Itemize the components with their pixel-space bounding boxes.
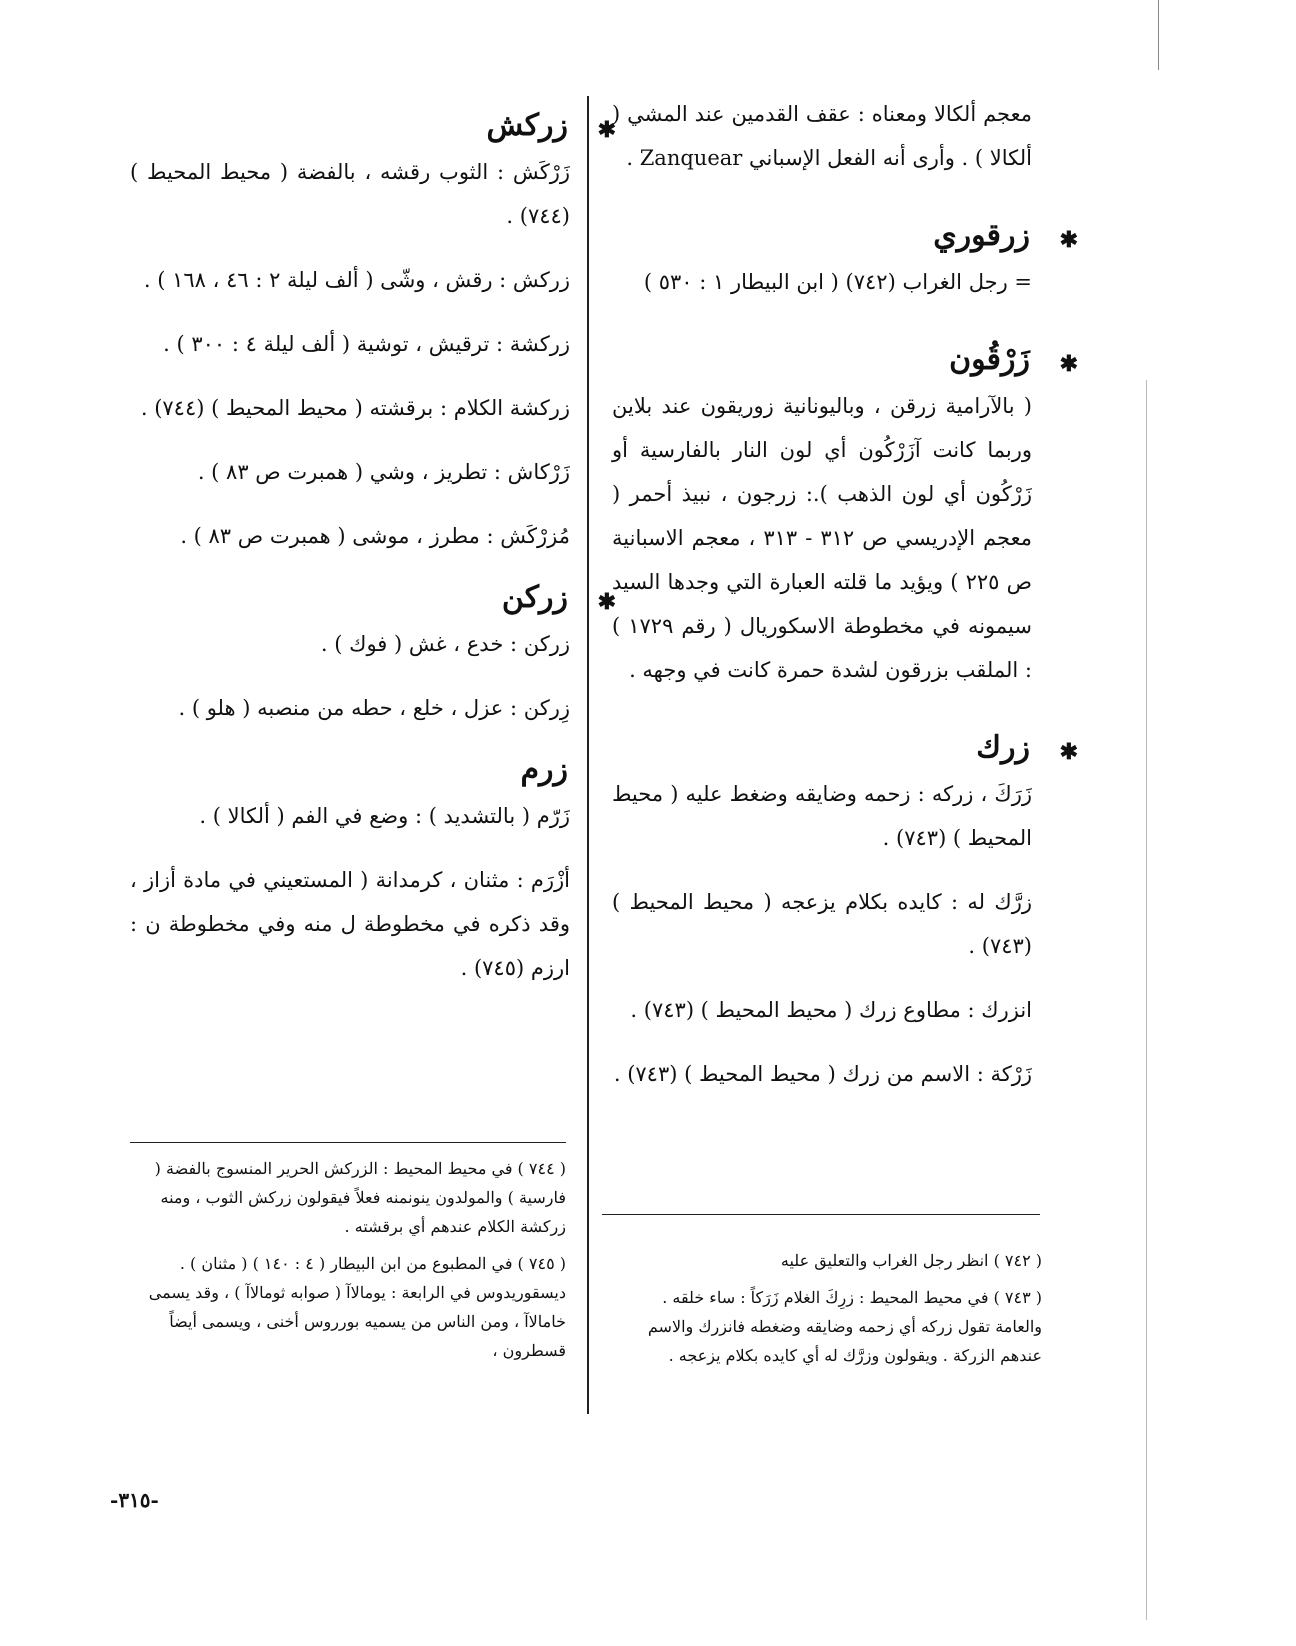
definition: مُزرْكَش : مطرز ، موشى ( همبرت ص ٨٣ ) .	[180, 524, 570, 548]
footnote-rule	[602, 1214, 1040, 1215]
star-icon: ✱	[1059, 739, 1078, 765]
footnote: ( ٧٤٣ ) في محيط المحيط : زرِكَ الغلام زَرَكاً : ساء خلقه . والعامة تقول زركه أي زحمه وضايقه وضغطه فانزرك والاسم عندهم الزركة . ويقولون وزرَّك له أي كايده بكلام يزعجه .	[647, 1288, 1042, 1365]
definition: زركشة : ترقيش ، توشية ( ألف ليلة ٤ : ٣٠٠ ) .	[163, 332, 570, 356]
definition: زَرّم ( بالتشديد ) : وضع في الفم ( ألكالا ) .	[199, 804, 570, 828]
footnote: ( ٧٤٥ ) في المطبوع من ابن البيطار ( ٤ : ١٤٠ ) ( مثنان ) . ديسقوريدوس في الرابعة : يومالاآ ( صوابه ثومالاآ ) ، وقد يسمى خامالاآ ، ومن الناس من يسميه بورروس أخنى ، ويسمى أيضاً قسطرون ،	[148, 1254, 566, 1360]
definition: زَرْكَش : الثوب رقشه ، بالفضة ( محيط المحيط ) (٧٤٤) .	[130, 160, 570, 228]
footnote: ( ٧٤٤ ) في محيط المحيط : الزركش الحرير المنسوج بالفضة ( فارسية ) والمولدون ينونمنه فعلاً فيقولون زركش الثوب ، ومنه زركشة الكلام عندهم أي برقشته .	[154, 1159, 566, 1236]
headword-text: زركش	[486, 108, 568, 143]
headword-text: زرقوري	[933, 218, 1030, 253]
definition: زركش : رقش ، وشّى ( ألف ليلة ٢ : ٤٦ ، ١٦٨ ) .	[143, 268, 570, 292]
left-column	[130, 106, 616, 1010]
scan-edge-line	[1158, 0, 1159, 70]
footnotes-right	[612, 1246, 1042, 1378]
definition: زِركن : عزل ، خلع ، حطه من منصبه ( هلو ) .	[178, 696, 570, 720]
footnote: ( ٧٤٢ ) انظر رجل الغراب والتعليق عليه	[780, 1251, 1042, 1270]
headword-text: زرك	[976, 730, 1030, 765]
intro-paragraph: معجم ألكالا ومعناه : عقف القدمين عند المشي ( ألكالا ) . وأرى أنه الفعل الإسباني Zanquear .	[612, 102, 1032, 170]
headword-text: زرم	[520, 752, 568, 787]
definition: زرَّك له : كايده بكلام يزعجه ( محيط المحيط ) (٧٤٣) .	[612, 890, 1032, 958]
scan-edge-line	[1146, 380, 1147, 1620]
headword	[130, 106, 616, 146]
definition: أزْرَم : مثنان ، كرمدانة ( المستعيني في مادة أزاز ، وقد ذكره في مخطوطة ل منه وفي مخطوطة ن : ارزم (٧٤٥) .	[130, 868, 570, 980]
footnote-rule	[130, 1142, 566, 1143]
definition: زَرْكة : الاسم من زرك ( محيط المحيط ) (٧٤٣) .	[613, 1062, 1032, 1086]
headword	[612, 340, 1078, 380]
headword	[130, 578, 616, 618]
right-column	[612, 92, 1078, 1116]
definition: ( بالآرامية زرقن ، وباليونانية زوريقون عند بلاين وربما كانت آزَرْكُون أي لون النار بالفارسية أو زَرْكُون أي لون الذهب ).: زرجون ، نبيذ أحمر ( معجم الإدريسي ص ٣١٢ - ٣١٣ ، معجم الاسبانية ص ٢٢٥ ) ويؤيد ما قلته العبارة التي وجدها السيد سيمونه في مخطوطة الاسكوريال ( رقم ١٧٢٩ ) : الملقب بزرقون لشدة حمرة كانت في وجهه .	[612, 394, 1032, 682]
star-icon: ✱	[1059, 351, 1078, 377]
definition: زَرَكَ ، زركه : زحمه وضايقه وضغط عليه ( محيط المحيط ) (٧٤٣) .	[612, 782, 1032, 850]
definition: انزرك : مطاوع زرك ( محيط المحيط ) (٧٤٣) .	[630, 998, 1032, 1022]
star-icon: ✱	[597, 117, 616, 143]
definition: زركن : خدع ، غش ( فوك ) .	[320, 632, 570, 656]
headword	[612, 728, 1078, 768]
star-icon: ✱	[1059, 227, 1078, 253]
headword	[130, 750, 570, 790]
definition: زركشة الكلام : برقشته ( محيط المحيط ) (٧٤٤) .	[140, 396, 570, 420]
star-icon: ✱	[597, 589, 616, 615]
page-number: -٣١٥-	[110, 1488, 159, 1512]
definition: = رجل الغراب (٧٤٢) ( ابن البيطار ١ : ٥٣٠ )	[643, 270, 1032, 294]
column-divider	[587, 96, 589, 1414]
footnotes-left	[130, 1154, 566, 1373]
headword-text: زركن	[501, 580, 568, 615]
definition: زَرْكاش : تطريز ، وشي ( همبرت ص ٨٣ ) .	[197, 460, 570, 484]
headword	[612, 216, 1078, 256]
headword-text: زَرْقُون	[949, 342, 1030, 377]
